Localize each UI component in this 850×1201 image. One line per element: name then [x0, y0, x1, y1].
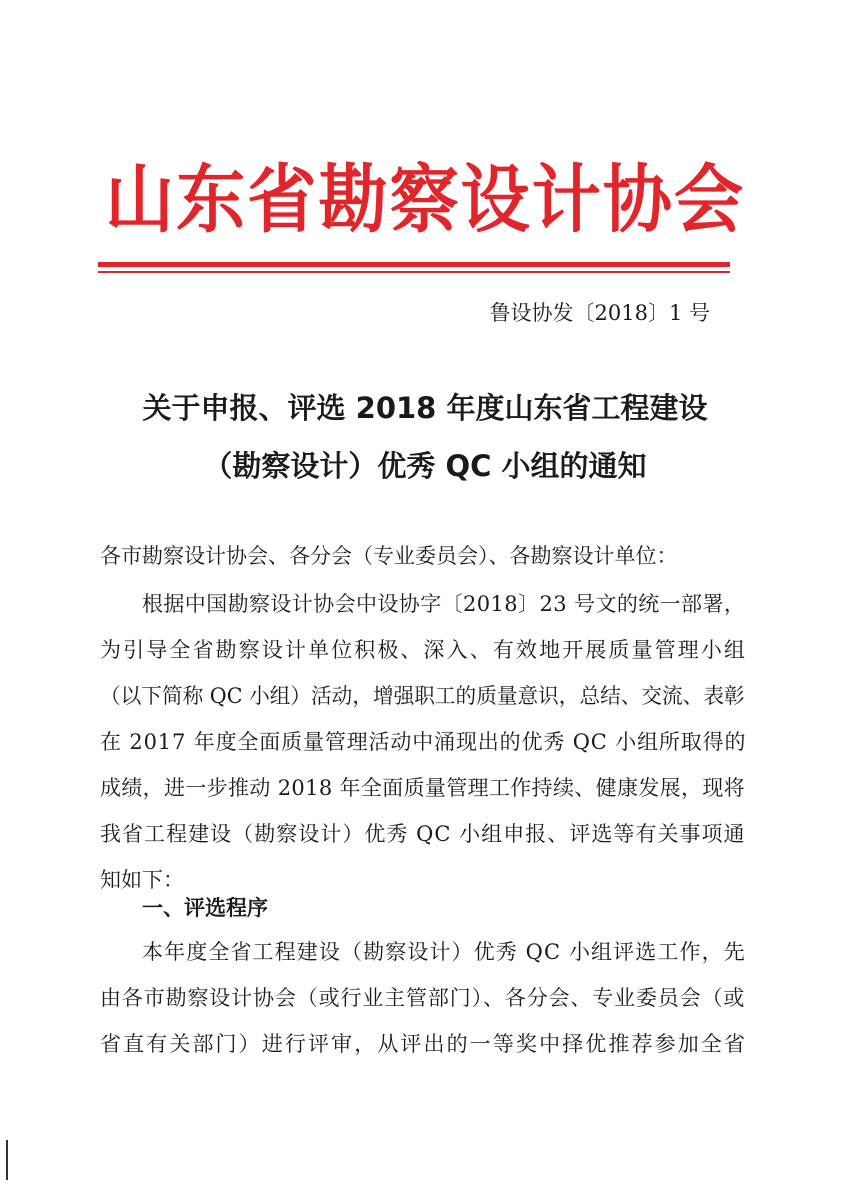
- paragraph-1-line: 根据中国勘察设计协会中设协字〔2018〕23 号文的统一部署，: [142, 592, 746, 616]
- section-1-heading: 一、评选程序: [142, 896, 268, 920]
- paragraph-1-line: 在 2017 年度全面质量管理活动中涌现出的优秀 QC 小组所取得的: [100, 730, 747, 754]
- section-1-line: 由各市勘察设计协会（或行业主管部门）、各分会、专业委员会（或: [100, 986, 746, 1010]
- document-title-line-1: 关于申报、评选 2018 年度山东省工程建设: [142, 391, 708, 425]
- section-1-line: 本年度全省工程建设（勘察设计）优秀 QC 小组评选工作，先: [142, 940, 746, 964]
- masthead-org-name: 山东省勘察设计协会: [104, 157, 746, 243]
- salutation: 各市勘察设计协会、各分会（专业委员会）、各勘察设计单位：: [100, 544, 678, 568]
- section-1-line: 省直有关部门）进行评审，从评出的一等奖中择优推荐参加全省: [100, 1032, 748, 1056]
- masthead-rule-thin: [98, 271, 730, 273]
- paragraph-1-line: 为引导全省勘察设计单位积极、深入、有效地开展质量管理小组: [100, 638, 748, 662]
- paragraph-1-line: 成绩，进一步推动 2018 年全面质量管理工作持续、健康发展，现将: [100, 776, 746, 800]
- paragraph-1-line: 我省工程建设（勘察设计）优秀 QC 小组申报、评选等有关事项通: [100, 822, 746, 846]
- document-number: 鲁设协发〔2018〕1 号: [489, 301, 710, 325]
- paragraph-1-line: 知如下：: [100, 868, 184, 892]
- document-title-line-2: （勘察设计）优秀 QC 小组的通知: [203, 449, 647, 483]
- scan-margin-mark: [6, 1140, 8, 1180]
- paragraph-1-line: （以下简称 QC 小组）活动，增强职工的质量意识，总结、交流、表彰: [100, 684, 745, 708]
- masthead-rule-thick: [98, 262, 730, 267]
